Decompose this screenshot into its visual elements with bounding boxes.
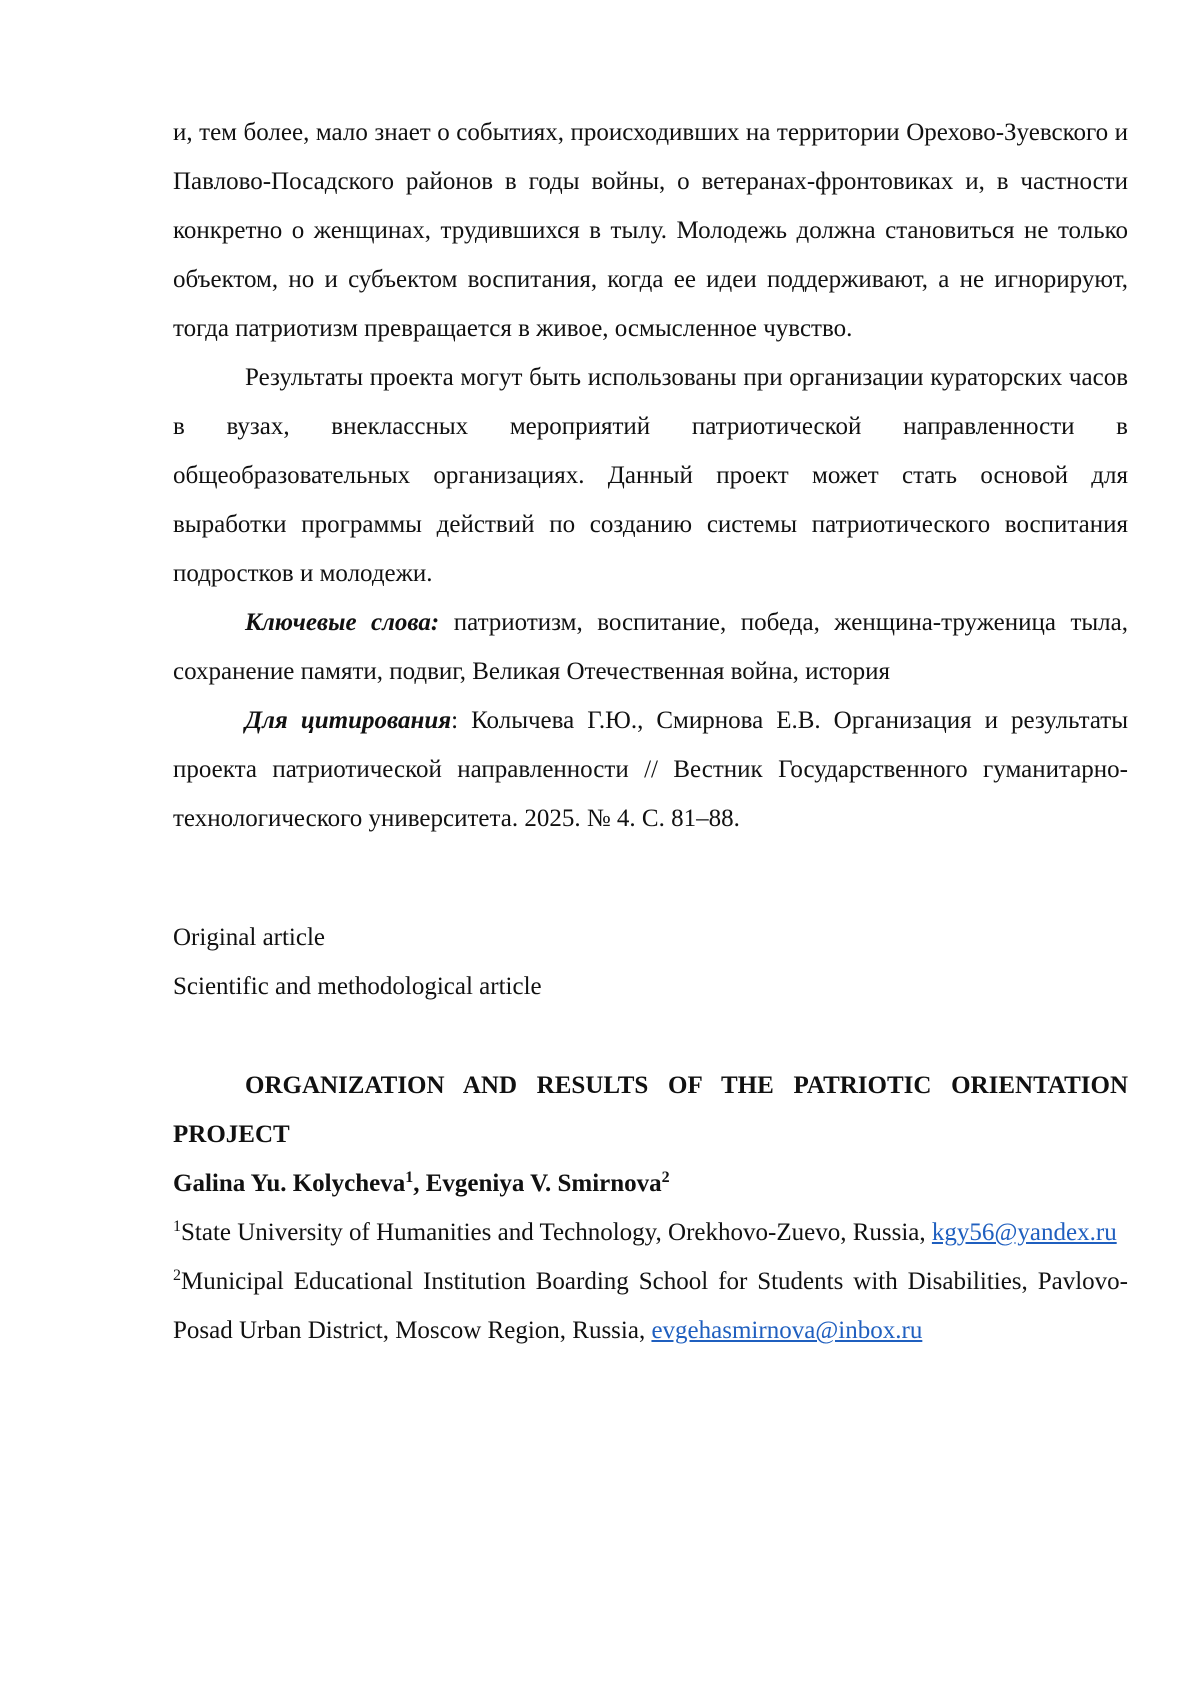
author-1-name: Galina Yu. Kolycheva — [173, 1170, 406, 1197]
keywords-text: патриотизм, воспитание, победа, женщина-труженица тыла, сохранение памяти, подвиг, Великая Отечественная война, история — [173, 609, 1128, 685]
citation-text: : Колычева Г.Ю., Смирнова Е.В. Организация и результаты проекта патриотической направленности // Вестник Государственного гуманитарно-технологического университета. 2025. № 4. С. 81–88. — [173, 707, 1128, 832]
keywords-paragraph — [173, 598, 1128, 696]
author-2-sup: 2 — [661, 1169, 670, 1186]
article-type-original: Original article — [173, 924, 326, 951]
affiliation-1-text: State University of Humanities and Technology, Orekhovo-Zuevo, Russia, — [181, 1219, 932, 1246]
affiliation-1 — [173, 1208, 1128, 1257]
author-1-sup: 1 — [405, 1169, 414, 1186]
affiliation-2-sup: 2 — [173, 1267, 181, 1284]
affiliation-2-text: Municipal Educational Institution Boarding School for Students with Disabilities, Pavlovo-Posad Urban District, Moscow Region, Russia, — [173, 1268, 1128, 1344]
citation-label: Для цитирования — [245, 707, 452, 734]
affiliation-2 — [173, 1257, 1128, 1355]
abstract-paragraph-1: и, тем более, мало знает о событиях, происходивших на территории Орехово-Зуевского и Павлово-Посадского районов в годы войны, о ветеранах-фронтовиках и, в частности конкретно о женщинах, трудившихся в тылу. Молодежь должна становиться не только объектом, но и субъектом воспитания, когда ее идеи поддерживают, а не игнорируют, тогда патриотизм превращается в живое, осмысленное чувство. — [173, 119, 1128, 342]
affiliation-1-sup: 1 — [173, 1218, 181, 1235]
abstract-paragraph-2: Результаты проекта могут быть использованы при организации кураторских часов в вузах, внеклассных мероприятий патриотической направленности в общеобразовательных организациях. Данный проект может стать основой для выработки программы действий по созданию системы патриотического воспитания подростков и молодежи. — [173, 364, 1128, 587]
citation-paragraph — [173, 696, 1128, 843]
authors-line — [173, 1159, 1128, 1208]
spacer — [173, 843, 1128, 913]
article-type-scientific: Scientific and methodological article — [173, 973, 542, 1000]
authors-separator: , — [413, 1170, 426, 1197]
spacer — [173, 1011, 1128, 1061]
text-column — [173, 108, 1128, 1355]
article-title-en: ORGANIZATION AND RESULTS OF THE PATRIOTIC ORIENTATION PROJECT — [173, 1072, 1128, 1148]
email-link-1[interactable]: kgy56@yandex.ru — [931, 1219, 1117, 1246]
email-link-2[interactable]: evgehasmirnova@inbox.ru — [651, 1317, 923, 1344]
keywords-label: Ключевые слова: — [245, 609, 440, 636]
author-2-name: Evgeniya V. Smirnova — [425, 1170, 662, 1197]
